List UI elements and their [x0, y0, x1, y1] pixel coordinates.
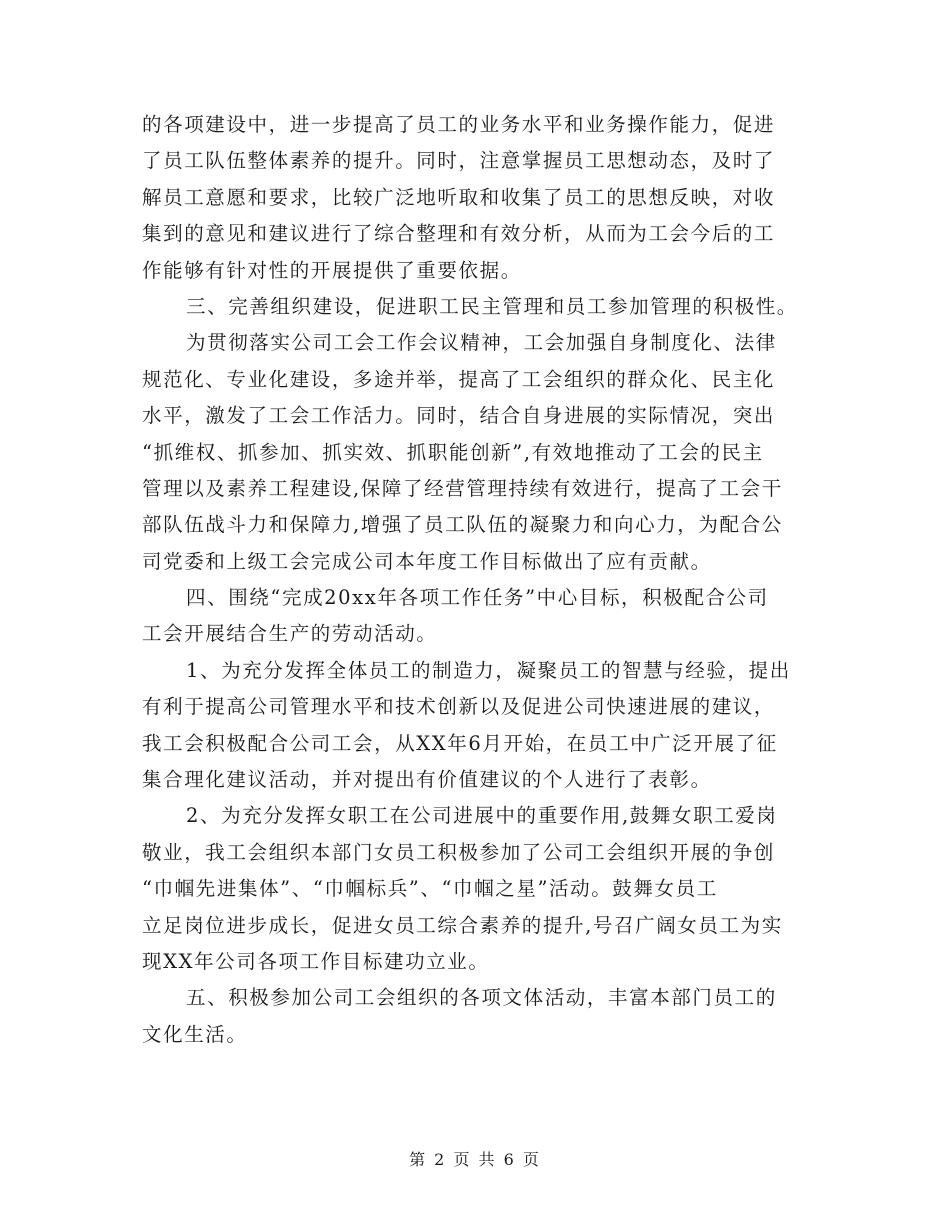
text-line: 解员工意愿和要求，比较广泛地听取和收集了员工的思想反映，对收 [142, 185, 776, 209]
text-line: 了员工队伍整体素养的提升。同时，注意掌握员工思想动态，及时了 [142, 149, 776, 173]
list-item-2: 2、为充分发挥女职工在公司进展中的重要作用,鼓舞女职工爱岗 [186, 804, 778, 828]
text-line: 我工会积极配合公司工会，从XX年6月开始，在员工中广泛开展了征 [142, 731, 778, 755]
text-line: 有利于提高公司管理水平和技术创新以及促进公司快速进展的建议， [142, 695, 776, 719]
page-number-footer: 第 2 页 共 6 页 [409, 1150, 541, 1169]
text-line: 为贯彻落实公司工会工作会议精神，工会加强自身制度化、法律 [186, 331, 777, 355]
text-line: 集合理化建议活动，并对提出有价值建议的个人进行了表彰。 [142, 768, 712, 792]
text-line: 文化生活。 [142, 1022, 248, 1046]
text-line: 司党委和上级工会完成公司本年度工作目标做出了应有贡献。 [142, 549, 712, 573]
text-line: 工会开展结合生产的劳动活动。 [142, 622, 438, 646]
text-line: 的各项建设中，进一步提高了员工的业务水平和业务操作能力，促进 [142, 113, 776, 136]
text-line: 作能够有针对性的开展提供了重要依据。 [142, 258, 522, 282]
list-item-1: 1、为充分发挥全体员工的制造力，凝聚员工的智慧与经验，提出 [186, 658, 791, 682]
text-line: “抓维权、抓参加、抓实效、抓职能创新”,有效地推动了工会的民主 [142, 440, 764, 464]
text-line: 敬业，我工会组织本部门女员工积极参加了公司工会组织开展的争创 [142, 840, 776, 864]
text-line: “巾帼先进集体”、“巾帼标兵”、“巾帼之星”活动。鼓舞女员工 [142, 877, 718, 901]
text-line: 现XX年公司各项工作目标建功立业。 [142, 949, 490, 973]
text-line: 立足岗位进步成长，促进女员工综合素养的提升,号召广阔女员工为实 [142, 913, 783, 937]
text-line: 部队伍战斗力和保障力,增强了员工队伍的凝聚力和向心力，为配合公 [142, 513, 783, 537]
text-line: 集到的意见和建议进行了综合整理和有效分析，从而为工会今后的工 [142, 222, 776, 246]
text-line: 规范化、专业化建设，多途并举，提高了工会组织的群众化、民主化 [142, 367, 776, 391]
text-line: 管理以及素养工程建设,保障了经营管理持续有效进行，提高了工会干 [142, 476, 783, 500]
document-body [142, 107, 812, 1053]
text-line: 水平，激发了工会工作活力。同时，结合自身进展的实际情况，突出 [142, 404, 776, 428]
section-heading-4: 四、围绕“完成20xx年各项工作任务”中心目标，积极配合公司 [186, 586, 769, 610]
section-heading-5: 五、积极参加公司工会组织的各项文体活动，丰富本部门员工的 [186, 986, 777, 1010]
section-heading-3: 三、完善组织建设，促进职工民主管理和员工参加管理的积极性。 [186, 294, 798, 318]
